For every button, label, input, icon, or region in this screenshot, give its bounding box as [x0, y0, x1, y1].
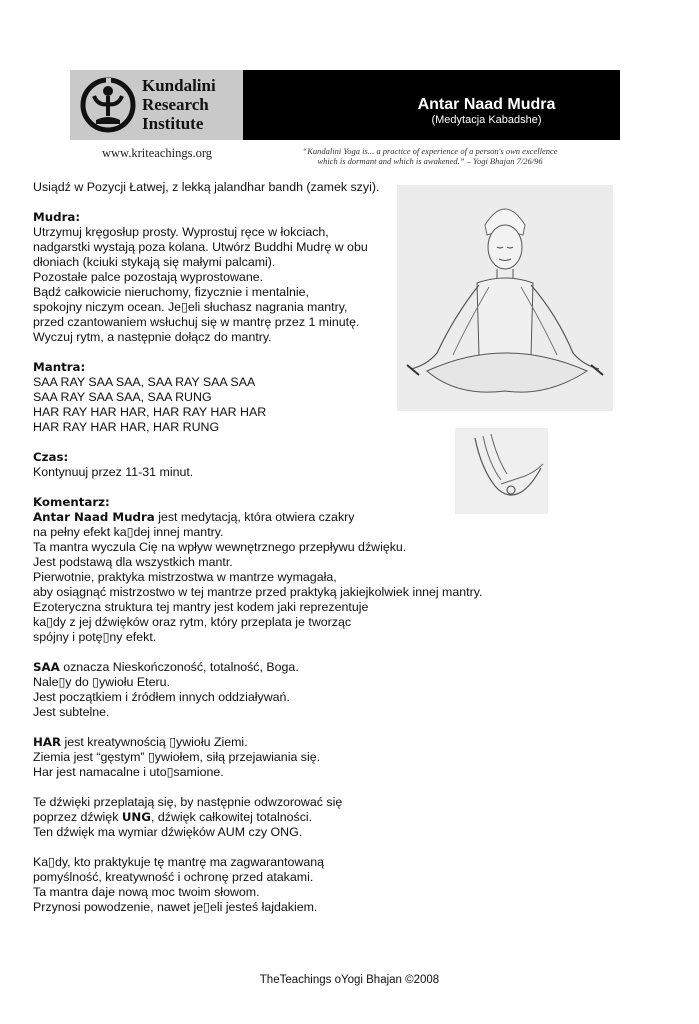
mudra-line: spokojny niczym ocean. Je▯eli słuchasz nagrania mantry,: [33, 300, 348, 314]
website-link[interactable]: www.kriteachings.org: [102, 146, 213, 160]
mantra-line: HAR RAY HAR HAR, HAR RUNG: [33, 420, 220, 434]
saa-term: SAA: [33, 660, 60, 674]
org-name: Kundalini Research Institute: [142, 76, 216, 133]
komentarz-line: Pierwotnie, praktyka mistrzostwa w mantrze wymagała,: [33, 570, 337, 584]
mantra-line: SAA RAY SAA SAA, SAA RUNG: [33, 390, 212, 404]
intro-text: Usiądź w Pozycji Łatwej, z lekką jalandhar bandh (zamek szyi).: [33, 180, 380, 194]
closing-line: Przynosi powodzenie, nawet je▯eli jesteś łajdakiem.: [33, 900, 318, 914]
komentarz-line: aby osiągnąć mistrzostwo w tej mantrze przed praktyką jakiejkolwiek innej mantry.: [33, 585, 483, 599]
mudra-line: Pozostałe palce pozostają wyprostowane.: [33, 270, 264, 284]
closing-line: Ka▯dy, kto praktykuje tę mantrę ma zagwarantowaną: [33, 855, 325, 869]
har-line: Ziemia jest “gęstym” ▯ywiołem, siłą przejawiania się.: [33, 750, 321, 764]
page-footer: TheTeachings oYogi Bhajan ©2008: [259, 974, 440, 986]
page-subtitle: (Medytacja Kabadshe): [431, 114, 542, 126]
page-title: Antar Naad Mudra: [417, 96, 556, 113]
komentarz-first-line: Antar Naad Mudra jest medytacją, która otwiera czakry: [33, 510, 355, 524]
ung-line: Te dźwięki przeplatają się, by następnie odwzorować się: [33, 795, 343, 809]
saa-line: Jest początkiem i źródłem innych oddziaływań.: [33, 690, 290, 704]
ung-line: Ten dźwięk ma wymiar dźwięków AUM czy ONG.: [33, 825, 303, 839]
mudra-line: Utrzymuj kręgosłup prosty. Wyprostuj ręce w łokciach,: [33, 225, 329, 239]
czas-heading: Czas:: [33, 450, 69, 464]
ung-line-with-term: poprzez dźwięk UNG, dźwięk całkowitej totalności.: [33, 810, 313, 824]
mantra-line: SAA RAY SAA SAA, SAA RAY SAA SAA: [33, 375, 256, 389]
komentarz-line: Jest podstawą dla wszystkich mantr.: [33, 555, 233, 569]
mudra-line: Wyczuj rytm, a następnie dołącz do mantry.: [33, 330, 272, 344]
ung-term: UNG: [121, 810, 151, 824]
har-line: Har jest namacalne i uto▯samione.: [33, 765, 224, 779]
header-banner: [70, 70, 620, 140]
logo-panel: [70, 70, 243, 140]
header-quote: “Kundalini Yoga is... a practice of experience of a person's own excellence which is dormant and which is awakened.” – Yogi Bhajan 7/26/96: [302, 146, 558, 166]
document-body: [33, 180, 503, 915]
closing-line: Ta mantra daje nową moc twoim słowom.: [33, 885, 260, 899]
mudra-heading: Mudra:: [33, 210, 81, 224]
saa-first-line: SAA oznacza Nieskończoność, totalność, Boga.: [33, 660, 299, 674]
antar-naad-mudra-term: Antar Naad Mudra: [33, 510, 155, 524]
komentarz-line: ka▯dy z jej dźwięków oraz rytm, który przeplata je tworząc: [33, 615, 352, 629]
kri-logo-icon: [80, 76, 136, 134]
komentarz-heading: Komentarz:: [33, 495, 110, 509]
har-term: HAR: [33, 735, 62, 749]
mudra-line: przed czantowaniem wsłuchuj się w mantrę przez 1 minutę.: [33, 315, 360, 329]
mudra-line: nadgarstki wystają poza kolana. Utwórz Buddhi Mudrę w obu: [33, 240, 368, 254]
mantra-line: HAR RAY HAR HAR, HAR RAY HAR HAR: [33, 405, 267, 419]
komentarz-line: spójny i potę▯ny efekt.: [33, 630, 157, 644]
har-first-line: HAR jest kreatywnością ▯ywiołu Ziemi.: [33, 735, 248, 749]
komentarz-line: Ta mantra wyczula Cię na wpływ wewnętrznego przepływu dźwięku.: [33, 540, 407, 554]
closing-line: pomyślność, kreatywność i ochronę przed atakami.: [33, 870, 314, 884]
mudra-line: dłoniach (kciuki stykają się małymi palcami).: [33, 255, 276, 269]
komentarz-line: Ezoteryczna struktura tej mantry jest kodem jaki reprezentuje: [33, 600, 369, 614]
komentarz-line: na pełny efekt ka▯dej innej mantry.: [33, 525, 224, 539]
czas-text: Kontynuuj przez 11-31 minut.: [33, 465, 194, 479]
saa-line: Jest subtelne.: [33, 705, 110, 719]
saa-line: Nale▯y do ▯ywiołu Eteru.: [33, 675, 170, 689]
mudra-line: Bądź całkowicie nieruchomy, fizycznie i mentalnie,: [33, 285, 309, 299]
mantra-heading: Mantra:: [33, 360, 86, 374]
title-panel: [243, 70, 620, 140]
